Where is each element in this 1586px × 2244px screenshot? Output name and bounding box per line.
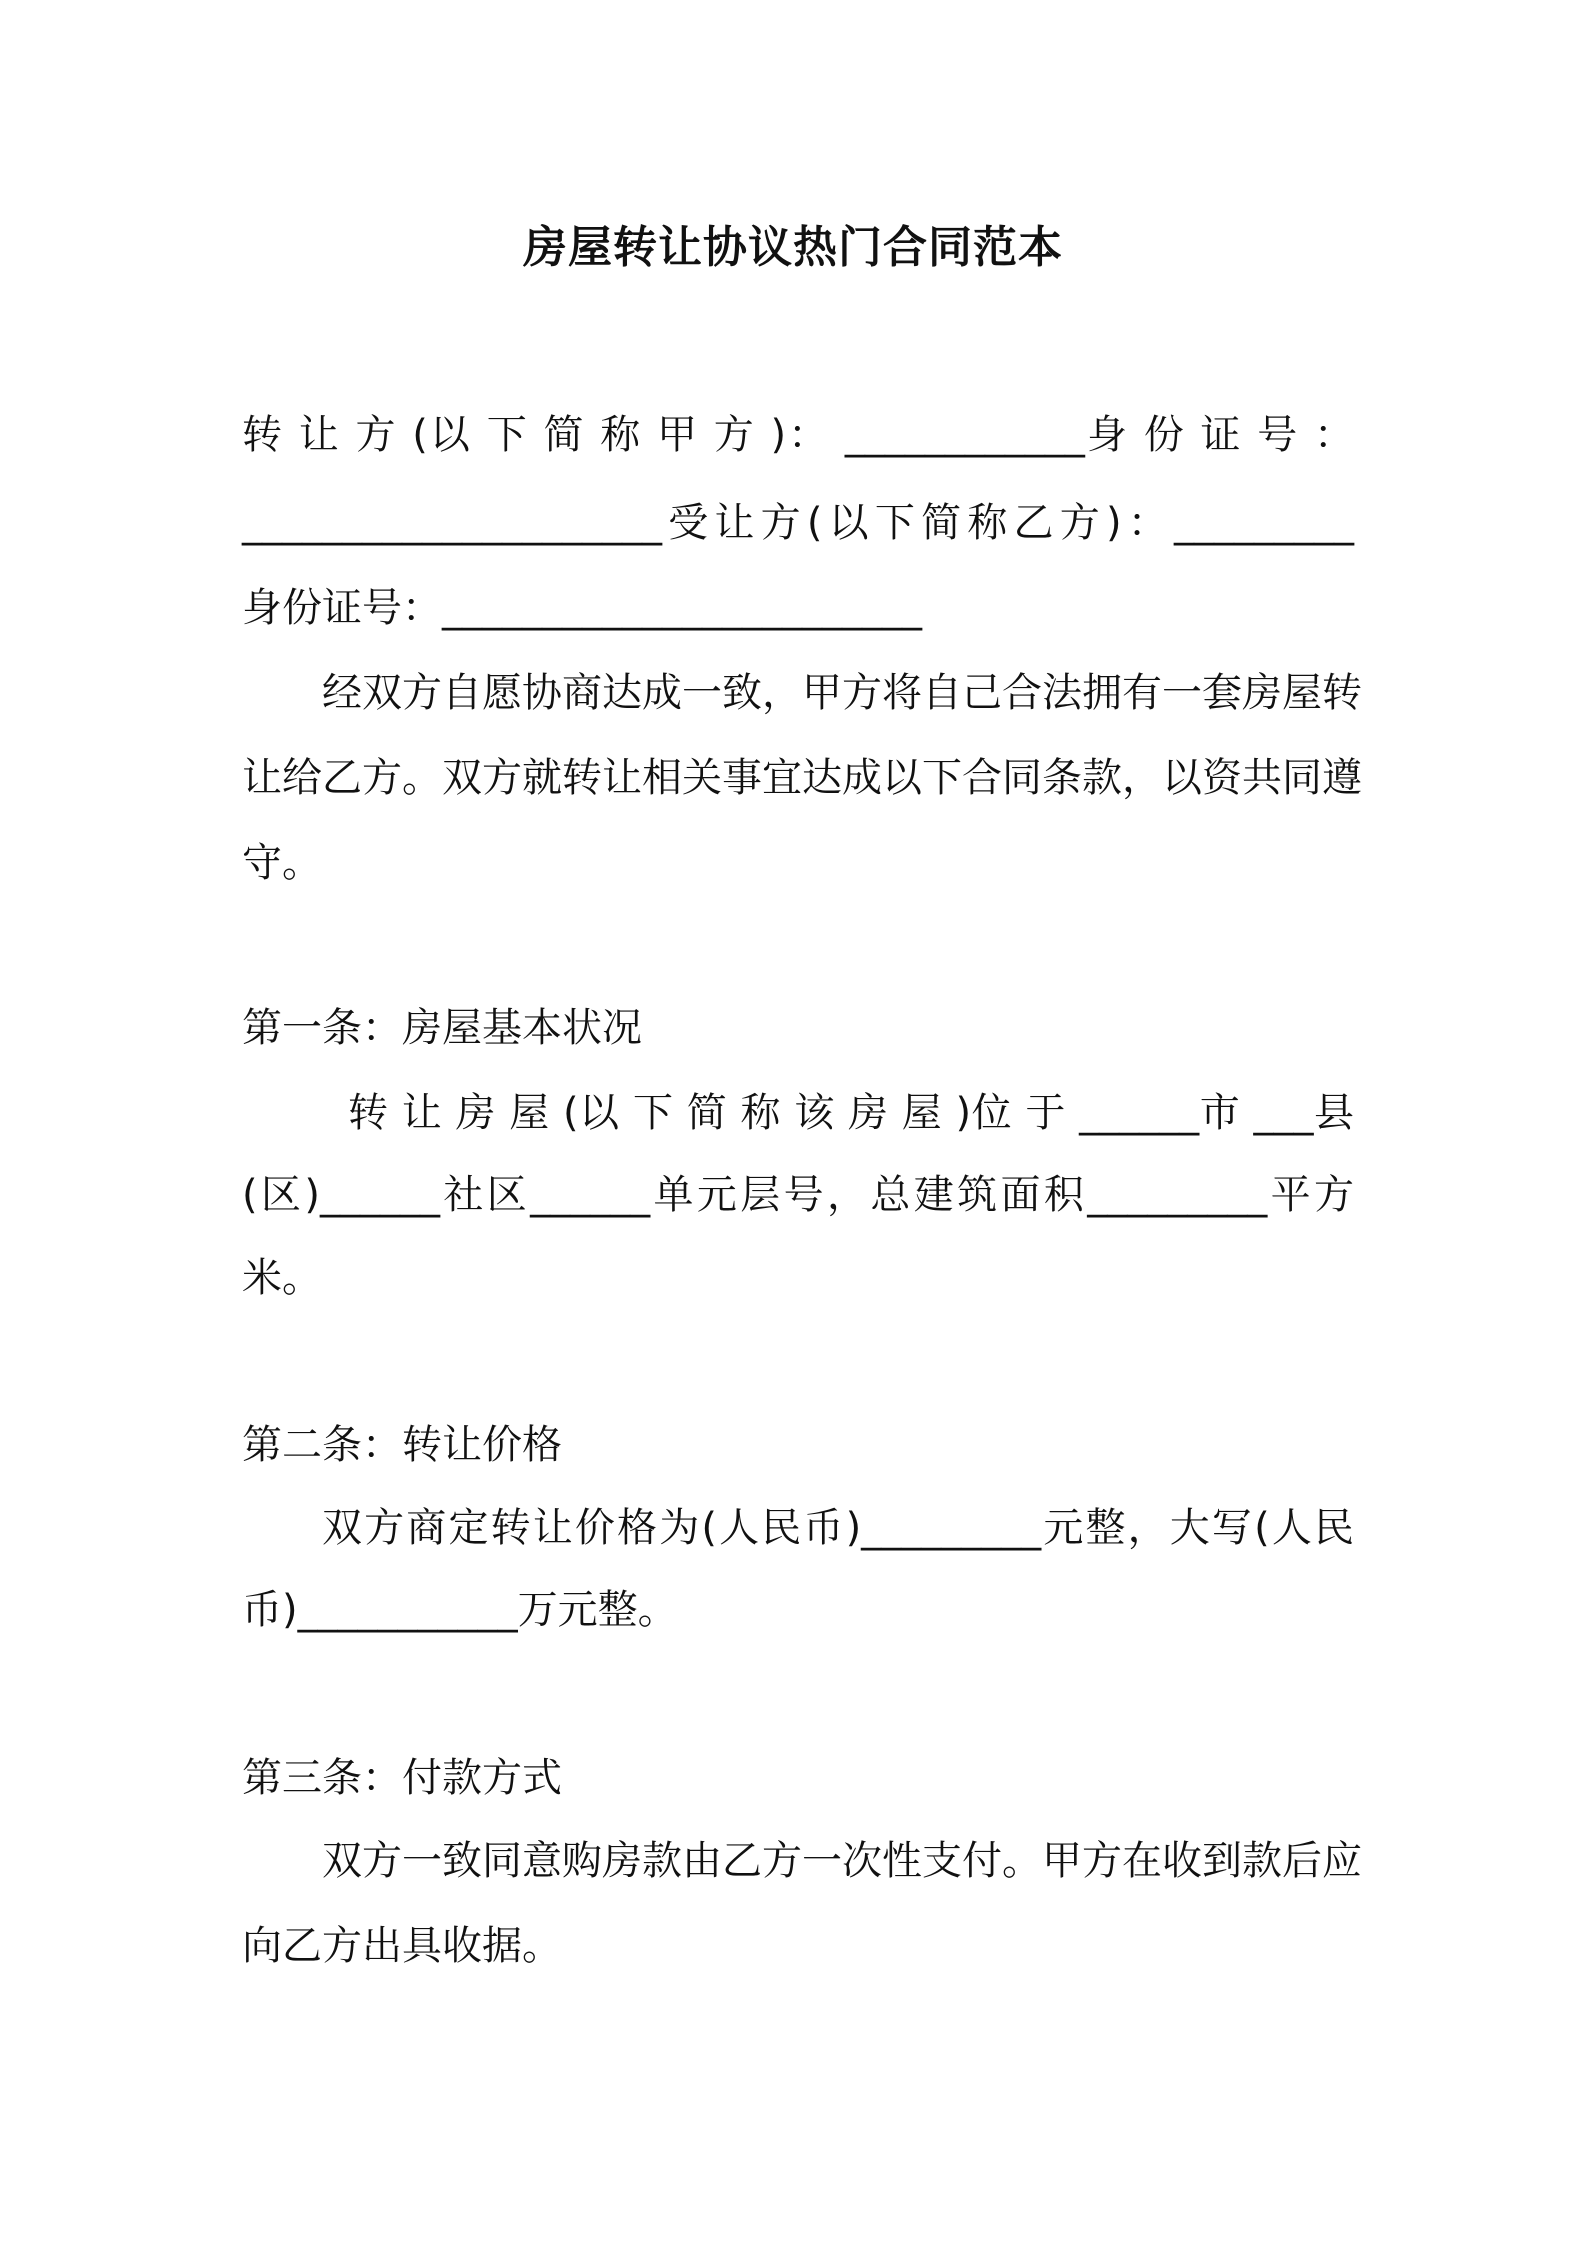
article-2-line-1: 双方商定转让价格为(人民币)_________元整，大写(人民: [322, 1505, 1354, 1551]
document-title: 房屋转让协议热门合同范本: [523, 222, 1063, 273]
article-3-line-1: 双方一致同意购房款由乙方一次性支付。甲方在收到款后应: [322, 1838, 1362, 1884]
article-1-line-1: 转 让 房 屋 (以 下 简 称 该 房 屋 )位 于 ______市 ___县: [348, 1090, 1354, 1136]
intro-line-1: 经双方自愿协商达成一致，甲方将自己合法拥有一套房屋转: [322, 670, 1362, 716]
article-2-heading: 第二条：转让价格: [242, 1422, 562, 1468]
article-3-heading: 第三条：付款方式: [242, 1755, 562, 1801]
parties-line-1: 转 让 方 (以 下 简 称 甲 方 )： ____________身 份 证 号 ：: [242, 412, 1354, 458]
article-2-line-2: 币)___________万元整。: [242, 1587, 678, 1633]
intro-line-2: 让给乙方。双方就转让相关事宜达成以下合同条款，以资共同遵: [242, 755, 1362, 801]
intro-line-3: 守。: [242, 840, 322, 886]
article-1-line-2: (区)______社区______单元层号，总建筑面积_________平方: [242, 1172, 1354, 1218]
article-3-line-2: 向乙方出具收据。: [242, 1923, 562, 1969]
parties-line-3: 身份证号：________________________: [242, 585, 922, 631]
article-1-heading: 第一条：房屋基本状况: [242, 1005, 642, 1051]
article-1-line-3: 米。: [242, 1255, 322, 1301]
parties-line-2: _____________________受让方(以下简称乙方)：_________: [242, 500, 1354, 546]
